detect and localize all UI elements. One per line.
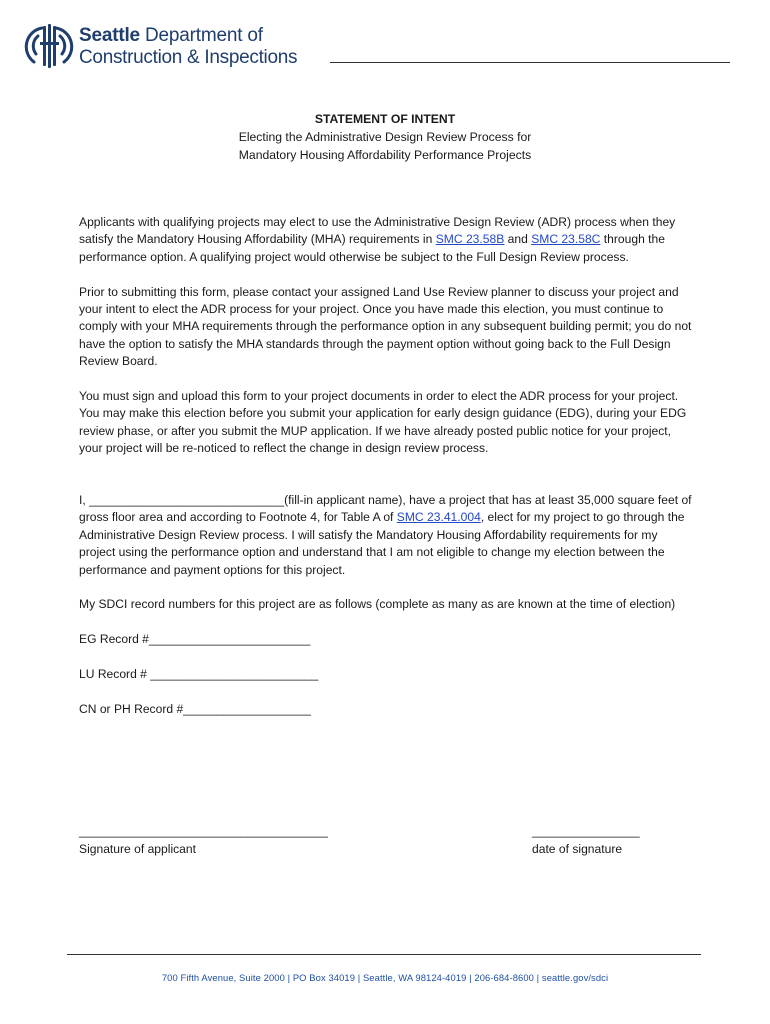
document-body: [79, 214, 694, 736]
footer-contact: 700 Fifth Avenue, Suite 2000 | PO Box 34019 | Seattle, WA 98124-4019 | 206-684-8600 | seattle.gov/sdci: [161, 972, 609, 983]
smc-23-58c-link[interactable]: SMC 23.58C: [531, 232, 601, 247]
lu-record-field[interactable]: LU Record # _________________________: [79, 667, 319, 682]
title-heading: STATEMENT OF INTENT: [314, 112, 456, 126]
sdci-logo: [24, 22, 314, 72]
signature-label: Signature of applicant: [79, 842, 196, 856]
cn-ph-record-field[interactable]: CN or PH Record #___________________: [79, 701, 311, 716]
applicant-signature-block: [79, 822, 328, 858]
paragraph-record-numbers: My SDCI record numbers for this project are as follows (complete as many as are known at the time of election): [79, 597, 676, 612]
org-name-line1: Seattle Department of: [79, 25, 263, 46]
signature-line[interactable]: _____________________________________: [79, 824, 328, 838]
footer-rule: [67, 954, 701, 955]
smc-23-58b-link[interactable]: SMC 23.58B: [435, 232, 505, 247]
seattle-seal-icon: [24, 22, 74, 72]
document-title: [0, 110, 770, 164]
eg-record-field[interactable]: EG Record #________________________: [79, 632, 311, 647]
paragraph-prior-contact: Prior to submitting this form, please contact your assigned Land Use Review planner to discuss your project and your intent to elect the ADR process for your project. Once you have made this election, you must continue to comply with your MHA requirements through the performance option in any subsequent building permit; you do not have the option to satisfy the MHA standards through the payment option without going back to the Full Design Review Board.: [79, 284, 692, 369]
header-rule: [330, 62, 730, 63]
date-label: date of signature: [532, 842, 623, 856]
smc-23-41-004-link[interactable]: SMC 23.41.004: [396, 510, 481, 525]
paragraph-sign-upload: You must sign and upload this form to your project documents in order to elect the ADR process for your project. You may make this election before you submit your application for early design guidance (EDG), during your EDG review phase, or after you submit the MUP application. If we have already posted public notice for your project, your project will be re-noticed to reflect the change in design review process.: [79, 389, 687, 456]
title-subtitle-1: Electing the Administrative Design Review Process for: [238, 130, 532, 144]
paragraph-adr-eligibility: Applicants with qualifying projects may elect to use the Administrative Design Review (ADR) process when they satisfy the Mandatory Housing Affordability (MHA) requirements in SMC 23.58B and SMC 23.58C through the performance option. A qualifying project would otherwise be subject to the Full Design Review process.: [79, 215, 676, 264]
org-name-line2: Construction & Inspections: [79, 47, 298, 68]
date-line[interactable]: ________________: [532, 824, 640, 838]
date-signature-block: [532, 822, 640, 858]
paragraph-applicant-statement: I, _____________________________(fill-in applicant name), have a project that has at least 35,000 square feet of gross floor area and according to Footnote 4, for Table A of SMC 23.41.004, elect for my project to go through the Administrative Design Review process. I will satisfy the Mandatory Housing Affordability requirements for my project using the performance option and understand that I am not eligible to change my election between the performance and payment options for this project.: [79, 493, 692, 577]
record-fields: [79, 631, 694, 718]
title-subtitle-2: Mandatory Housing Affordability Performance Projects: [238, 148, 532, 162]
